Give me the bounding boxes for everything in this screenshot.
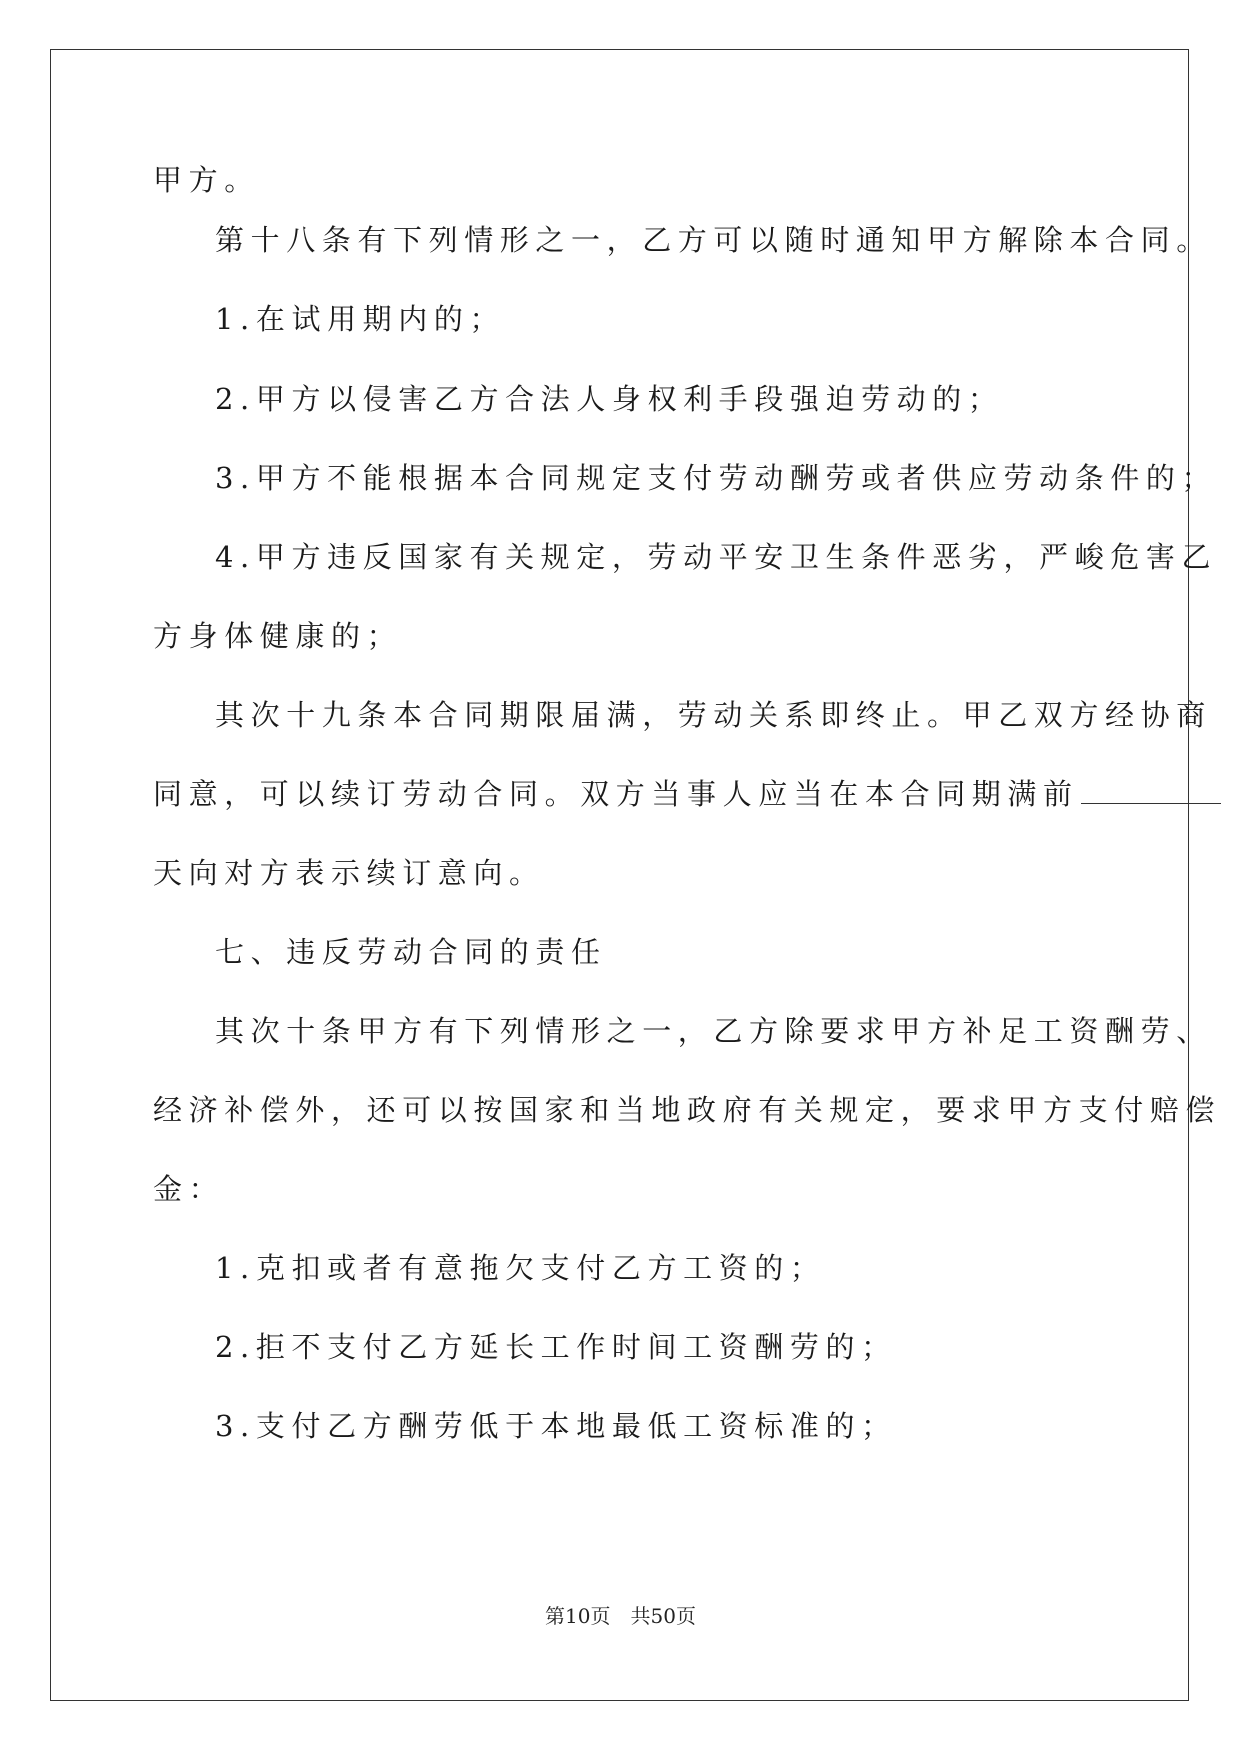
page-number: 第10页 共50页 <box>545 1604 696 1628</box>
paragraph-line <box>153 774 1221 814</box>
paragraph-line: 方身体健康的； <box>153 619 403 653</box>
list-item: 2.拒不支付乙方延长工作时间工资酬劳的； <box>215 1330 897 1364</box>
paragraph-line: 其次十九条本合同期限届满，劳动关系即终止。甲乙双方经协商 <box>215 698 1212 732</box>
paragraph-line: 金： <box>153 1172 225 1206</box>
list-item: 3.甲方不能根据本合同规定支付劳动酬劳或者供应劳动条件的； <box>215 461 1218 495</box>
list-item: 1.在试用期内的； <box>215 302 506 336</box>
list-item: 1.克扣或者有意拖欠支付乙方工资的； <box>215 1251 826 1285</box>
paragraph-line: 其次十条甲方有下列情形之一，乙方除要求甲方补足工资酬劳、 <box>215 1014 1212 1048</box>
fill-in-blank <box>1081 777 1221 804</box>
paragraph-line: 经济补偿外，还可以按国家和当地政府有关规定，要求甲方支付赔偿 <box>153 1093 1222 1127</box>
paragraph-line: 第十八条有下列情形之一，乙方可以随时通知甲方解除本合同。 <box>215 223 1212 257</box>
section-heading: 七、违反劳动合同的责任 <box>215 935 607 969</box>
paragraph-line: 天向对方表示续订意向。 <box>153 856 545 890</box>
list-item: 3.支付乙方酬劳低于本地最低工资标准的； <box>215 1409 897 1443</box>
list-item: 2.甲方以侵害乙方合法人身权利手段强迫劳动的； <box>215 382 1004 416</box>
paragraph-line: 甲方。 <box>153 163 260 197</box>
paragraph-text: 同意，可以续订劳动合同。双方当事人应当在本合同期满前 <box>153 777 1079 811</box>
list-item: 4.甲方违反国家有关规定，劳动平安卫生条件恶劣，严峻危害乙 <box>215 540 1218 574</box>
